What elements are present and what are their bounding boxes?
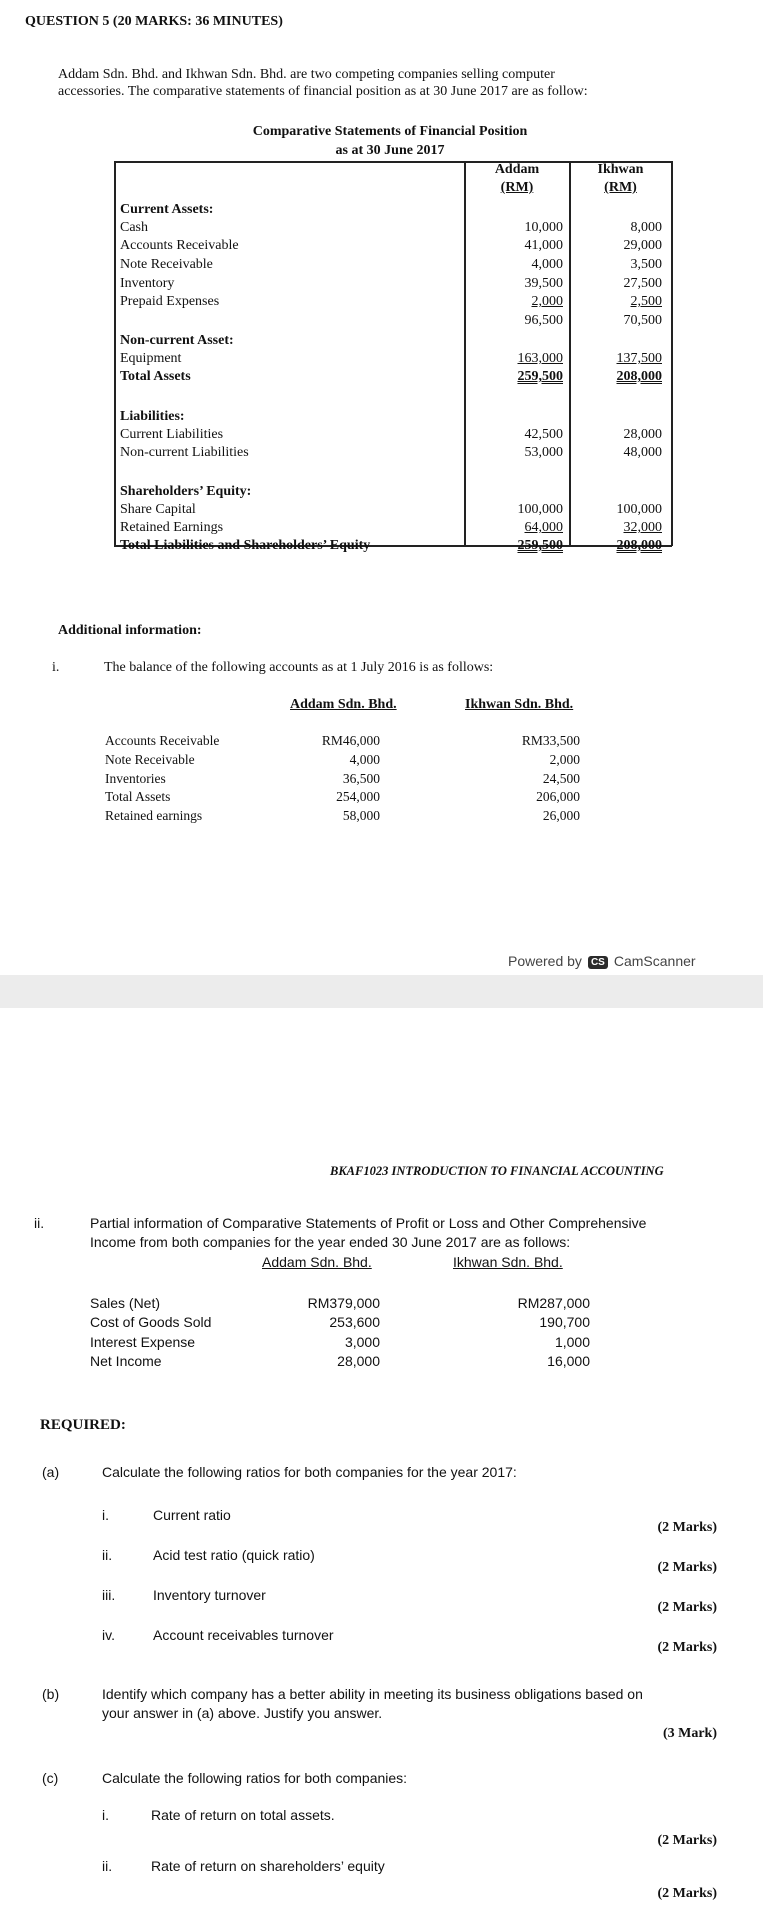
income-label-interest: Interest Expense — [90, 1334, 196, 1350]
part-ii-num: ii. — [34, 1215, 45, 1231]
bal-ikhwan-ar: RM33,500 — [521, 733, 580, 748]
income-label-cogs: Cost of Goods Sold — [90, 1314, 212, 1330]
question-title: QUESTION 5 (20 MARKS: 36 MINUTES) — [25, 14, 283, 29]
statement-subtitle: as at 30 June 2017 — [335, 143, 445, 158]
col-unit-addam: (RM) — [500, 180, 534, 195]
income-ikhwan-header: Ikhwan Sdn. Bhd. — [453, 1254, 563, 1270]
bal-addam-nr: 4,000 — [349, 752, 380, 767]
part-a-ii-marks: (2 Marks) — [657, 1560, 717, 1575]
part-c-i-text: Rate of return on total assets. — [151, 1807, 335, 1823]
income-addam-sales: RM379,000 — [307, 1295, 380, 1311]
total-assets-ikhwan: 208,000 — [616, 369, 662, 384]
bal-label-retained: Retained earnings — [105, 808, 203, 823]
bal-addam-retained: 58,000 — [342, 808, 380, 823]
liab-ikhwan-noncurrent: 48,000 — [623, 445, 662, 460]
nca-label-equipment: Equipment — [120, 351, 182, 366]
ca-ikhwan-ar: 29,000 — [623, 238, 662, 253]
part-c-text: Calculate the following ratios for both companies: — [102, 1770, 408, 1786]
additional-num: i. — [52, 660, 60, 675]
part-a-iii-text: Inventory turnover — [153, 1587, 266, 1603]
bal-ikhwan-inventories: 24,500 — [542, 771, 580, 786]
ca-ikhwan-cash: 8,000 — [630, 220, 662, 235]
liabilities-heading: Liabilities: — [120, 409, 185, 424]
part-c-ii-marks: (2 Marks) — [657, 1886, 717, 1901]
part-a-i-num: i. — [102, 1507, 109, 1523]
liab-label-current: Current Liabilities — [120, 427, 224, 442]
eq-ikhwan-share-capital: 100,000 — [616, 502, 662, 517]
part-c-i-num: i. — [102, 1807, 109, 1823]
intro-line-1: Addam Sdn. Bhd. and Ikhwan Sdn. Bhd. are two competing companies selling computer — [58, 67, 555, 82]
bal-label-inventories: Inventories — [105, 771, 166, 786]
col-unit-ikhwan: (RM) — [604, 180, 637, 195]
ca-addam-prepaid: 2,000 — [531, 294, 563, 309]
col-header-addam: Addam — [494, 162, 540, 177]
additional-heading: Additional information: — [58, 623, 202, 638]
bal-ikhwan-retained: 26,000 — [542, 808, 580, 823]
income-addam-header: Addam Sdn. Bhd. — [262, 1254, 372, 1270]
part-a-iv-num: iv. — [102, 1627, 115, 1643]
income-label-net: Net Income — [90, 1353, 162, 1369]
total-assets-addam: 259,500 — [517, 369, 563, 384]
income-ikhwan-sales: RM287,000 — [517, 1295, 590, 1311]
income-addam-net: 28,000 — [337, 1353, 380, 1369]
statement-title: Comparative Statements of Financial Position — [252, 124, 528, 139]
liab-label-noncurrent: Non-current Liabilities — [120, 445, 249, 460]
ca-ikhwan-inventory: 27,500 — [623, 276, 662, 291]
part-a-ii-text: Acid test ratio (quick ratio) — [153, 1547, 315, 1563]
total-assets-label: Total Assets — [120, 369, 191, 384]
ca-addam-inventory: 39,500 — [524, 276, 563, 291]
scanner-brand: CamScanner — [613, 953, 696, 969]
nca-ikhwan-equipment: 137,500 — [616, 351, 662, 366]
income-ikhwan-net: 16,000 — [547, 1353, 590, 1369]
bal-addam-ar: RM46,000 — [321, 733, 380, 748]
table-right-rule — [671, 161, 673, 546]
part-b-marks: (3 Mark) — [662, 1726, 717, 1741]
ca-label-inventory: Inventory — [120, 276, 175, 291]
eq-addam-retained: 64,000 — [524, 520, 563, 535]
part-c-ii-text: Rate of return on shareholders’ equity — [151, 1858, 385, 1874]
part-b-line-2: your answer in (a) above. Justify you answer. — [102, 1705, 383, 1721]
part-a-iii-marks: (2 Marks) — [657, 1600, 717, 1615]
part-c-i-marks: (2 Marks) — [657, 1833, 717, 1848]
ca-label-ar: Accounts Receivable — [120, 238, 239, 253]
balances-addam-header: Addam Sdn. Bhd. — [290, 697, 397, 712]
scanner-prefix: Powered by — [508, 953, 582, 969]
income-label-sales: Sales (Net) — [90, 1295, 161, 1311]
ca-addam-ar: 41,000 — [524, 238, 563, 253]
total-liab-equity-ikhwan: 208,000 — [616, 538, 662, 553]
ca-ikhwan-nr: 3,500 — [630, 257, 662, 272]
ca-total-addam: 96,500 — [524, 313, 563, 328]
income-ikhwan-cogs: 190,700 — [539, 1314, 590, 1330]
part-a-i-text: Current ratio — [153, 1507, 231, 1523]
part-c-ii-num: ii. — [102, 1858, 113, 1874]
eq-addam-share-capital: 100,000 — [517, 502, 563, 517]
liab-addam-noncurrent: 53,000 — [524, 445, 563, 460]
bal-label-nr: Note Receivable — [105, 752, 195, 767]
table-left-rule — [114, 161, 116, 546]
bal-ikhwan-nr: 2,000 — [549, 752, 580, 767]
part-ii-text-line-1: Partial information of Comparative Statements of Profit or Loss and Other Comprehensive — [90, 1215, 647, 1231]
ca-label-nr: Note Receivable — [120, 257, 213, 272]
nca-addam-equipment: 163,000 — [517, 351, 563, 366]
part-b-label: (b) — [42, 1686, 60, 1702]
part-b-line-1: Identify which company has a better ability in meeting its business obligations based on — [102, 1686, 643, 1702]
eq-ikhwan-retained: 32,000 — [623, 520, 662, 535]
bal-label-ar: Accounts Receivable — [105, 733, 220, 748]
non-current-heading: Non-current Asset: — [120, 333, 234, 348]
part-a-iv-text: Account receivables turnover — [153, 1627, 334, 1643]
part-a-label: (a) — [42, 1464, 60, 1480]
part-ii-text-line-2: Income from both companies for the year ended 30 June 2017 are as follows: — [90, 1234, 571, 1250]
part-a-ii-num: ii. — [102, 1547, 113, 1563]
income-addam-cogs: 253,600 — [329, 1314, 380, 1330]
bal-label-total-assets: Total Assets — [105, 789, 171, 804]
part-a-iv-marks: (2 Marks) — [657, 1640, 717, 1655]
part-a-i-marks: (2 Marks) — [657, 1520, 717, 1535]
required-heading: REQUIRED: — [40, 1417, 126, 1433]
eq-label-retained: Retained Earnings — [120, 520, 224, 535]
income-addam-interest: 3,000 — [344, 1334, 380, 1350]
ca-label-cash: Cash — [120, 220, 148, 235]
current-assets-heading: Current Assets: — [120, 202, 214, 217]
part-a-text: Calculate the following ratios for both companies for the year 2017: — [102, 1464, 517, 1480]
bal-addam-inventories: 36,500 — [342, 771, 380, 786]
income-ikhwan-interest: 1,000 — [554, 1334, 590, 1350]
liab-addam-current: 42,500 — [524, 427, 563, 442]
camscanner-logo-icon: CS — [588, 956, 608, 969]
part-c-label: (c) — [42, 1770, 59, 1786]
ca-ikhwan-prepaid: 2,500 — [630, 294, 662, 309]
equity-heading: Shareholders’ Equity: — [120, 484, 252, 499]
total-liab-equity-addam: 259,500 — [517, 538, 563, 553]
part-a-iii-num: iii. — [102, 1587, 116, 1603]
balances-ikhwan-header: Ikhwan Sdn. Bhd. — [465, 697, 574, 712]
bal-addam-total-assets: 254,000 — [336, 789, 380, 804]
total-liab-equity-label: Total Liabilities and Shareholders’ Equity — [120, 538, 371, 553]
scanner-watermark — [508, 953, 696, 969]
intro-line-2: accessories. The comparative statements of financial position as at 30 June 2017 are as follow: — [58, 84, 588, 99]
page-2 — [0, 1008, 763, 1920]
eq-label-share-capital: Share Capital — [120, 502, 196, 517]
ca-total-ikhwan: 70,500 — [623, 313, 662, 328]
ca-addam-nr: 4,000 — [531, 257, 563, 272]
col-header-ikhwan: Ikhwan — [597, 162, 644, 177]
course-header: BKAF1023 INTRODUCTION TO FINANCIAL ACCOUNTING — [330, 1164, 664, 1178]
ca-label-prepaid: Prepaid Expenses — [120, 294, 220, 309]
additional-text: The balance of the following accounts as at 1 July 2016 is as follows: — [104, 660, 494, 675]
bal-ikhwan-total-assets: 206,000 — [536, 789, 580, 804]
ca-addam-cash: 10,000 — [524, 220, 563, 235]
liab-ikhwan-current: 28,000 — [623, 427, 662, 442]
